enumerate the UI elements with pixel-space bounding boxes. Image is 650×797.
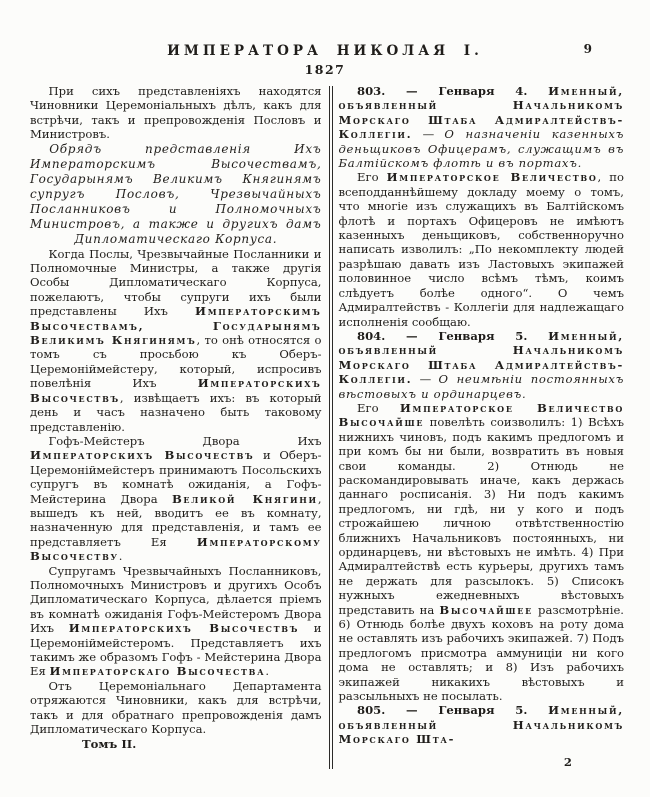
- text-segment: Гофъ-Мейстеръ Двора Ихъ: [48, 433, 322, 448]
- column-divider: [329, 86, 333, 769]
- text-segment: Именный, объявленный Начальникомъ Морскаго Шта-: [338, 703, 624, 747]
- text-segment: Императорскому Высочеству: [30, 534, 322, 564]
- right-column: [339, 84, 625, 769]
- text-segment: , извѣщаетъ ихъ: въ который день и часъ назначено быть таковому представленію.: [30, 390, 322, 434]
- text-segment: , по всеподданнѣйшему докладу моему о томъ, что многіе изъ служащихъ въ Балтійскомъ флотѣ и портахъ Офицеровъ не имѣютъ казенныхъ деньщиковъ, собственноручно написать изволилъ: „По некомплекту людей разрѣшаю давать изъ Ластовыхъ экипажей половинное число всѣмъ тѣмъ, коимъ слѣдуетъ болѣе одного“. О чемъ Адмиралтействъ - Коллегіи для надлежащаго исполненія сообщаю.: [338, 170, 625, 329]
- running-header: [0, 0, 650, 59]
- text-segment: —: [412, 127, 445, 142]
- page-title: ИМПЕРАТОРА НИКОЛАЯ I.: [167, 43, 483, 59]
- paragraph-kogda-posly: [30, 247, 322, 434]
- text-segment: 804. — Генваря 5.: [357, 328, 549, 343]
- two-column-text-block: [30, 84, 624, 769]
- text-segment: , вышедъ къ ней, вводитъ ее въ комнату, назначенную для представленія, и тамъ ее представляетъ Ея: [30, 491, 322, 549]
- paragraph-suprugam: [30, 564, 322, 679]
- page-number: 9: [583, 42, 592, 56]
- rubric-paragraph-obryad: [30, 142, 322, 247]
- decree-heading-805: [339, 703, 625, 746]
- text-segment: Императорскимъ Высочествамъ, Государынямъ Великимъ Княгинямъ: [30, 304, 322, 348]
- text-segment: Его: [357, 400, 400, 415]
- text-segment: Императорскихъ Высочествъ: [30, 376, 322, 405]
- text-segment: О неимѣніи постоянныхъ вѣстовыхъ и ординарцевъ.: [338, 372, 625, 401]
- left-column: [30, 84, 322, 769]
- text-segment: повелѣть соизволилъ: 1) Всѣхъ нижнихъ чиновъ, подъ какимъ предлогомъ и при комъ бы ни были, возвратить въ новыя свои команды. 2) Отнюдь не раскомандировывать иначе, какъ держась даннаго росписанія. 3) Ни подъ какимъ предлогомъ, ни гдѣ, ни у кого и подъ строжайшею личною отвѣтственностію ближнихъ Начальниковъ постоянныхъ, ни ординарцевъ, ни вѣстовыхъ не имѣть. 4) При Адмиралтействѣ есть курьеры, другихъ тамъ не держать для разсылокъ. 5) Списокъ нужныхъ ежедневныхъ вѣстовыхъ представить на: [338, 415, 624, 617]
- text-segment: 2: [563, 754, 572, 769]
- text-segment: Его: [357, 170, 387, 185]
- text-segment: .: [118, 549, 123, 564]
- text-segment: Именный, объявленный Начальникомъ Морскаго Штаба Адмиралтействъ-Коллегіи.: [338, 328, 624, 387]
- text-segment: 803. — Генваря 4.: [357, 84, 549, 98]
- text-segment: Высочайшее: [439, 602, 533, 617]
- text-segment: разсмотрѣніе. 6) Отнюдь болѣе двухъ коховъ на роту дома не оставлять изъ рабочихъ экипажей. 7) Подъ предлогомъ присмотра аммуниціи ни кого дома не оставлять; и 8) Изъ рабочихъ экипажей никакихъ вѣстовыхъ и разсыльныхъ не посылать.: [338, 602, 624, 704]
- decree-body-804: [339, 401, 625, 704]
- volume-signature: [30, 737, 322, 751]
- text-segment: и Оберъ-Церемоніймейстеръ принимаютъ Посольскихъ супругъ въ комнатѣ ожиданія, а Гофъ-Мейстерина Двора: [30, 448, 322, 506]
- text-segment: При сихъ представленіяхъ находятся Чиновники Церемоніальныхъ дѣлъ, какъ для встрѣчи, такъ и препровожденія Пословъ и Министровъ.: [30, 84, 322, 142]
- text-segment: .: [265, 664, 270, 679]
- decree-heading-803: [339, 84, 625, 170]
- text-segment: 805. — Генваря 5.: [357, 703, 549, 718]
- text-segment: Императорскаго Высочества: [49, 664, 266, 679]
- decree-heading-804: [339, 329, 625, 401]
- text-segment: и Церемоніймейстеромъ. Представляетъ ихъ такимъ же образомъ Гофъ - Мейстерина Двора Ея: [30, 621, 322, 679]
- text-segment: Супругамъ Чрезвычайныхъ Посланниковъ, Полномочныхъ Министровъ и другихъ Особъ Дипломатическаго Корпуса, дѣлается пріемъ въ комнатѣ ожиданія Гофъ-Мейстеромъ Двора Ихъ: [30, 563, 322, 636]
- text-segment: Обрядъ представленія Ихъ Императорскимъ Высочествамъ, Государынямъ Великимъ Княгинямъ супругъ Пословъ, Чрезвычайныхъ Посланниковъ и Полномочныхъ Министровъ, а также и другихъ дамъ Дипломатическаго Корпуса.: [30, 141, 322, 246]
- paragraph-ot-ceremonialnago: [30, 679, 322, 737]
- text-segment: Императорское Величество Высочайше: [338, 400, 624, 430]
- text-segment: О назначеніи казенныхъ деньщиковъ Офицерамъ, служащимъ въ Балтійскомъ флотѣ и въ портахъ.: [338, 127, 624, 171]
- text-segment: Великой Княгини: [171, 491, 318, 506]
- text-segment: Императорскихъ Высочествъ: [30, 448, 255, 463]
- text-segment: —: [412, 372, 439, 387]
- text-segment: Отъ Церемоніальнаго Департамента отряжаются Чиновники, какъ для встрѣчи, такъ и для обратнаго препровожденія дамъ Дипломатическаго Корпуса.: [30, 678, 322, 737]
- text-segment: Когда Послы, Чрезвычайные Посланники и Полномочные Министры, а также другія Особы Дипломатическаго Корпуса, пожелаютъ, чтобы супруги ихъ были представлены Ихъ: [30, 246, 322, 319]
- text-segment: Императорское Величество: [386, 170, 598, 185]
- paragraph-gof-meister: [30, 434, 322, 564]
- decree-body-803: [339, 170, 625, 328]
- text-segment: Императорскихъ Высочествъ: [68, 621, 300, 636]
- text-segment: Именный, объявленный Начальникомъ Морскаго Штаба Адмиралтействъ-Коллегіи.: [338, 84, 624, 142]
- sheet-signature: [339, 755, 625, 769]
- year-heading: 1827: [304, 62, 346, 77]
- text-segment: Томъ II.: [82, 737, 137, 752]
- text-segment: , то онѣ относятся о томъ съ просьбою къ Оберъ-Церемоніймейстеру, который, испросивъ повелѣнія Ихъ: [30, 333, 322, 391]
- paragraph-ceremony-officials: [30, 84, 322, 142]
